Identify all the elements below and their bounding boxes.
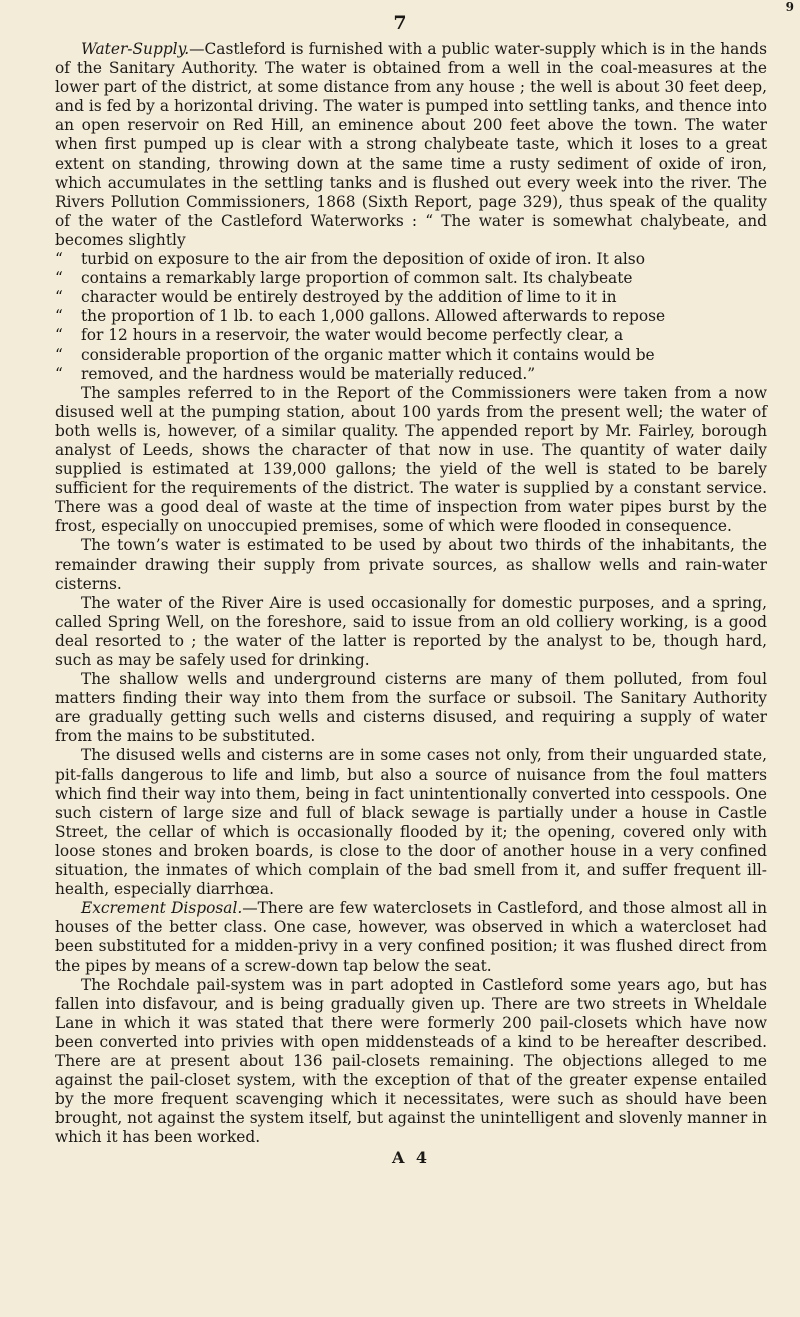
text-column bbox=[55, 40, 767, 1168]
quote-line: “ considerable proportion of the organic matter which it contains would be bbox=[55, 346, 767, 365]
paragraph-rochdale-pail-system: The Rochdale pail-system was in part adopted in Castleford some years ago, but has fallen into disfavour, and is being gradually given up. There are two streets in Wheldale Lane in which it was stated that there were formerly 200 pail-closets which have now been converted into privies with open middensteads of a kind to be hereafter described. There are at present about 136 pail-closets remaining. The objections alleged to me against the pail-closet system, with the exception of that of the greater expense entailed by the more frequent scavenging which it necessitates, were such as should have been brought, not against the system itself, but against the unintelligent and slovenly manner in which it has been worked. bbox=[55, 975, 767, 1147]
paragraph-excrement-disposal bbox=[55, 899, 767, 975]
quote-line: “ the proportion of 1 lb. to each 1,000 gallons. Allowed afterwards to repose bbox=[55, 307, 767, 326]
section-heading-water-supply: Water-Supply. bbox=[81, 40, 190, 58]
section-heading-excrement-disposal: Excrement Disposal. bbox=[81, 899, 243, 918]
paragraph-shallow-wells: The shallow wells and underground cisterns are many of them polluted, from foul matters finding their way into them from the surface or subsoil. The Sanitary Authority are gradually getting such wells and cisterns disused, and requiring a supply of water from the mains to be substituted. bbox=[55, 670, 767, 746]
paragraph-disused-wells: The disused wells and cisterns are in some cases not only, from their unguarded state, pit-falls dangerous to life and limb, but also a source of nuisance from the foul matters which find their way into them, being in fact unintentionally converted into cesspools. One such cistern of large size and full of black sewage is partially under a house in Castle Street, the cellar of which is occasionally flooded by it; the opening, covered only with loose stones and broken boards, is close to the door of another house in a very confined situation, the inmates of which complain of the bad smell from it, and suffer frequent ill-health, especially diarrhœa. bbox=[55, 746, 767, 899]
paragraph-text: —Castleford is furnished with a public water-supply which is in the hands of the Sanitary Authority. The water is obtained from a well in the coal-measures at the lower part of the district, at some distance from any house ; the well is about 30 feet deep, and is fed by a horizontal driving. The water is pumped into settling tanks, and thence into an open reservoir on Red Hill, an eminence about 200 feet above the town. The water when first pumped up is clear with a strong chalybeate taste, which it loses to a great extent on standing, throwing down at the same time a rusty sediment of oxide of iron, which accumulates in the settling tanks and is flushed out every week into the river. The Rivers Pollution Commissioners, 1868 (Sixth Report, page 329), thus speak of the quality of the water of the Castleford Waterworks : “ The water is somewhat chalybeate, and becomes slightly bbox=[55, 40, 767, 249]
paragraph-town-water: The town’s water is estimated to be used by about two thirds of the inhabitants, the remainder drawing their supply from private sources, as shallow wells and rain-water cisterns. bbox=[55, 536, 767, 593]
paragraph-text: —There are few waterclosets in Castleford, and those almost all in houses of the better class. One case, however, was observed in which a watercloset had been substituted for a midden-privy in a very confined position; it was flushed direct from the pipes by means of a screw-down tap below the seat. bbox=[55, 899, 768, 975]
signature-mark: A 4 bbox=[391, 1148, 431, 1168]
quote-line: “ turbid on exposure to the air from the deposition of oxide of iron. It also bbox=[55, 250, 767, 269]
paragraph-samples: The samples referred to in the Report of the Commissioners were taken from a now disused well at the pumping station, about 100 yards from the present well; the water of both wells is, however, of a similar quality. The appended report by Mr. Fairley, borough analyst of Leeds, shows the character of that now in use. The quantity of water daily supplied is estimated at 139,000 gallons; the yield of the well is stated to be barely sufficient for the requirements of the district. The water is supplied by a constant service. There was a good deal of waste at the time of inspection from water pipes burst by the frost, especially on unoccupied premises, some of which were flooded in consequence. bbox=[55, 383, 767, 536]
page-number: 7 bbox=[393, 12, 407, 34]
paragraph-water-supply bbox=[55, 40, 767, 250]
quote-line: “ for 12 hours in a reservoir, the water would become perfectly clear, a bbox=[55, 326, 767, 345]
corner-mark: 9 bbox=[785, 0, 794, 14]
paragraph-river-aire: The water of the River Aire is used occasionally for domestic purposes, and a spring, called Spring Well, on the foreshore, said to issue from an old colliery working, is a good deal resorted to ; the water of the latter is reported by the analyst to be, though hard, such as may be safely used for drinking. bbox=[55, 593, 767, 669]
quote-line: “ removed, and the hardness would be materially reduced.” bbox=[55, 365, 767, 384]
quote-line: “ character would be entirely destroyed by the addition of lime to it in bbox=[55, 288, 767, 307]
quote-line: “ contains a remarkably large proportion of common salt. Its chalybeate bbox=[55, 269, 767, 288]
